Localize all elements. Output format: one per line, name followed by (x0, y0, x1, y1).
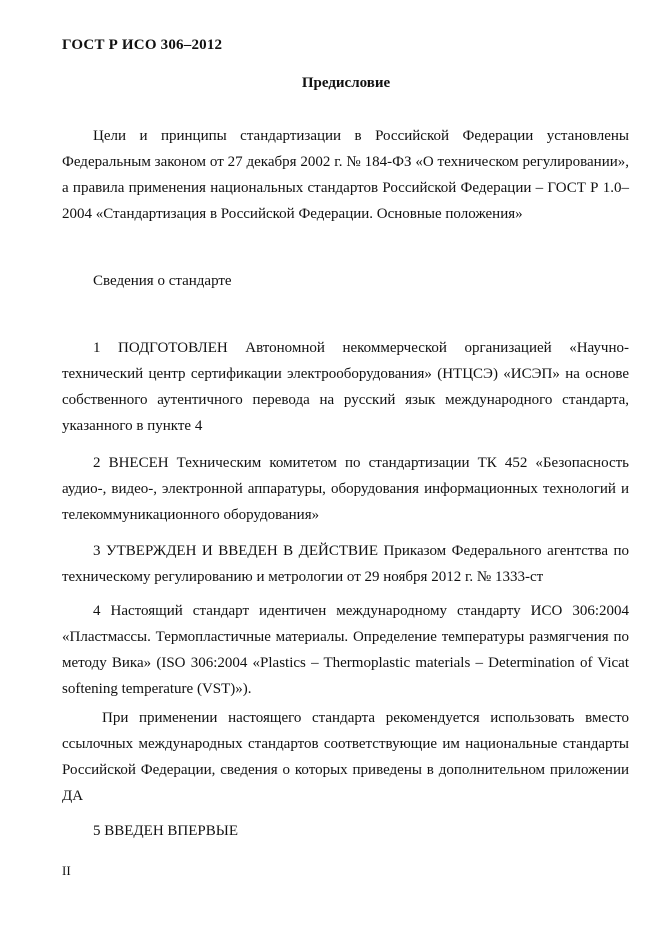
intro-paragraph: Цели и принципы стандартизации в Российской Федерации установлены Федеральным законом от 27 декабря 2002 г. № 184-ФЗ «О техническом регулировании», а правила применения национальных стандартов Российской Федерации – ГОСТ Р 1.0–2004 «Стандартизация в Российской Федерации. Основные положения» (62, 128, 629, 222)
item-4-note-paragraph: При применении настоящего стандарта рекомендуется использовать вместо ссылочных международных стандартов соответствующие им национальные стандарты Российской Федерации, сведения о которых приведены в дополнительном приложении ДА (62, 710, 629, 804)
item-1-paragraph: 1 ПОДГОТОВЛЕН Автономной некоммерческой организацией «Научно-технический центр сертификации электрооборудования» (НТЦСЭ) «ИСЭП» на основе собственного аутентичного перевода на русский язык международного стандарта, указанного в пункте 4 (62, 340, 629, 434)
item-2-paragraph: 2 ВНЕСЕН Техническим комитетом по стандартизации ТК 452 «Безопасность аудио-, видео-, электронной аппаратуры, оборудования информационных технологий и телекоммуникационного оборудования» (62, 455, 629, 523)
page-title: Предисловие (301, 75, 391, 91)
item-5-paragraph: 5 ВВЕДЕН ВПЕРВЫЕ (93, 823, 238, 839)
item-3-paragraph: 3 УТВЕРЖДЕН И ВВЕДЕН В ДЕЙСТВИЕ Приказом Федерального агентства по техническому регулированию и метрологии от 29 ноября 2012 г. № 1333-ст (62, 543, 629, 585)
item-4-paragraph: 4 Настоящий стандарт идентичен международному стандарту ИСО 306:2004 «Пластмассы. Термопластичные материалы. Определение температуры размягчения по методу Вика» (ISO 306:2004 «Plastics – Thermoplastic materials – Determination of Vicat softening temperature (VST)»). (62, 603, 629, 697)
page-number: II (62, 863, 71, 878)
document-code-header: ГОСТ Р ИСО 306–2012 (62, 37, 223, 53)
section-heading: Сведения о стандарте (93, 273, 232, 289)
